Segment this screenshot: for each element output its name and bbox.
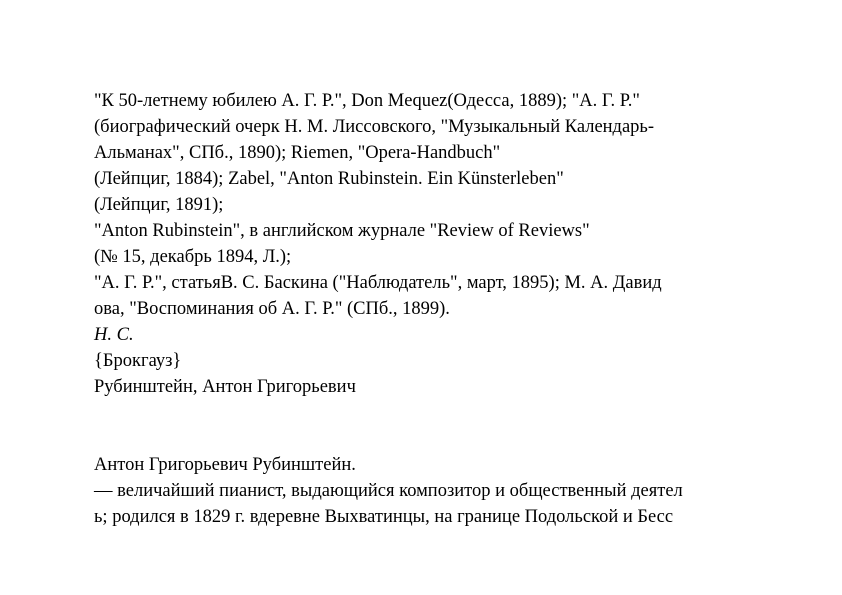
bibliography-line: (№ 15, декабрь 1894, Л.); bbox=[94, 247, 292, 267]
bibliography-line: (биографический очерк Н. М. Лиссовского, "Музыкальный Календарь- bbox=[94, 117, 655, 137]
source-label: {Брокгауз} bbox=[94, 351, 182, 371]
bibliography-line: (Лейпциг, 1884); Zabel, "Anton Rubinstein. Ein Künsterleben" bbox=[94, 169, 564, 189]
bibliography-line: ова, "Воспоминания об А. Г. Р." (СПб., 1899). bbox=[94, 299, 450, 319]
bibliography-line: "К 50-летнему юбилею А. Г. Р.", Don Mequez(Одесса, 1889); "А. Г. Р." bbox=[94, 91, 640, 111]
document-text bbox=[94, 88, 794, 530]
article-line: ь; родился в 1829 г. вдеревне Выхватинцы, на границе Подольской и Бесс bbox=[94, 507, 674, 527]
bibliography-line: (Лейпциг, 1891); bbox=[94, 195, 224, 215]
author-initials: Н. С. bbox=[94, 325, 134, 345]
bibliography-line: "А. Г. Р.", статьяВ. С. Баскина ("Наблюдатель", март, 1895); М. А. Давид bbox=[94, 273, 662, 293]
section-spacer bbox=[94, 400, 794, 452]
bibliography-line: "Anton Rubinstein", в английском журнале "Review of Reviews" bbox=[94, 221, 590, 241]
entry-heading: Рубинштейн, Антон Григорьевич bbox=[94, 377, 356, 397]
article-line: — величайший пианист, выдающийся композитор и общественный деятел bbox=[94, 481, 683, 501]
bibliography-line: Альманах", СПб., 1890); Riemen, "Opera-Handbuch" bbox=[94, 143, 501, 163]
article-line: Антон Григорьевич Рубинштейн. bbox=[94, 455, 356, 475]
